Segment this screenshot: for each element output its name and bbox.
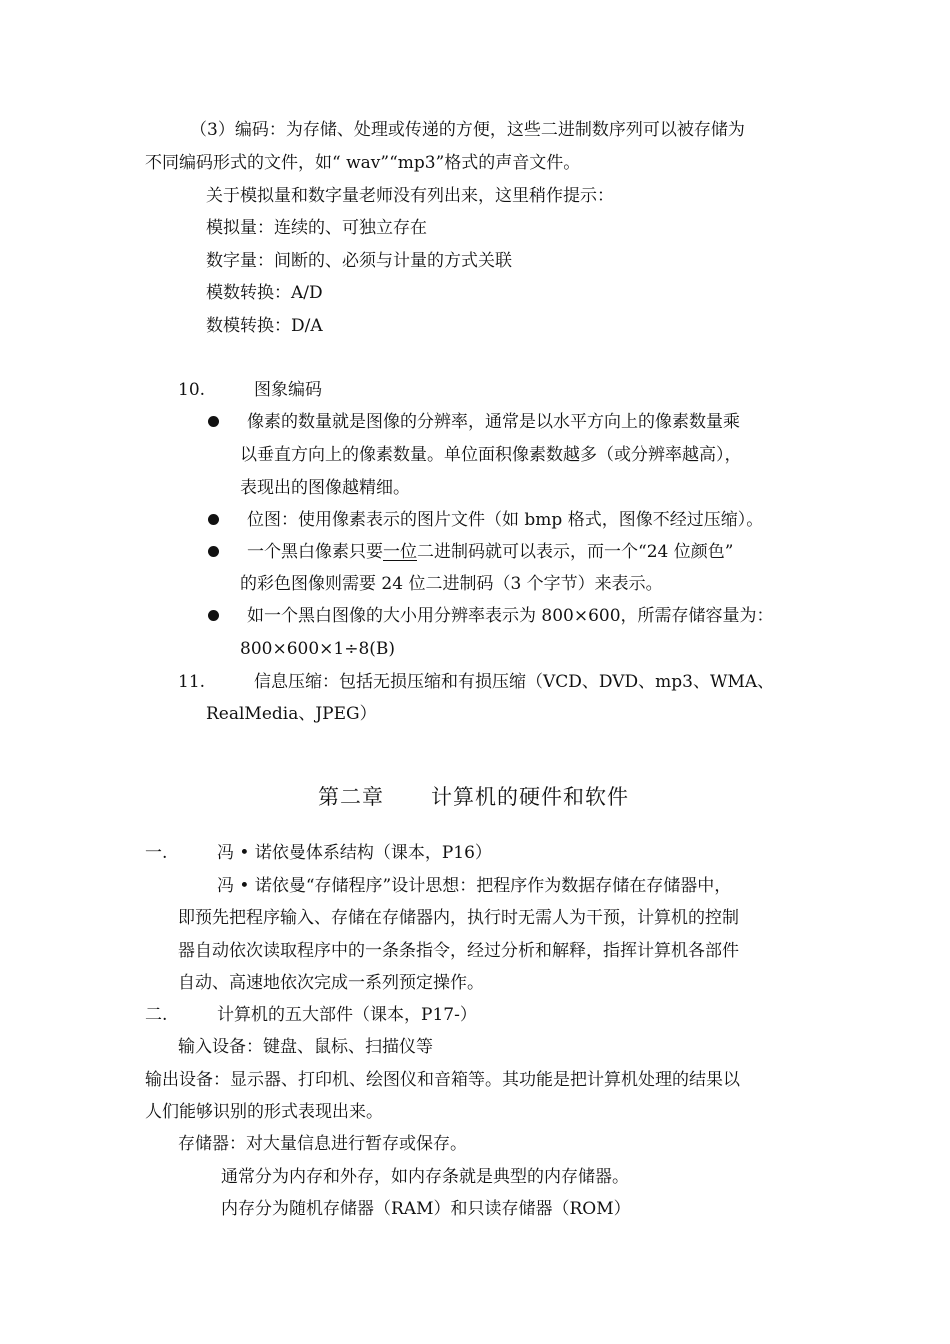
bullet1-line2: 以垂直方向上的像素数量。单位面积像素数越多（或分辨率越高）， (240, 445, 742, 465)
bullet1-line3: 表现出的图像越精细。 (240, 478, 410, 498)
bullet3-line2: 的彩色图像则需要 24 位二进制码（3 个字节）来表示。 (240, 574, 663, 594)
bullet-dot-1 (208, 416, 219, 427)
input-devices: 输入设备：键盘、鼠标、扫描仪等 (178, 1037, 433, 1057)
section11-line2: RealMedia、JPEG） (206, 704, 377, 724)
part1-line4: 自动、高速地依次完成一系列预定操作。 (178, 973, 484, 993)
bullet-dot-3 (208, 546, 219, 557)
ad-conversion: 模数转换：A/D (206, 283, 323, 303)
storage-definition: 存储器：对大量信息进行暂存或保存。 (178, 1134, 467, 1154)
part1-line3: 器自动依次读取程序中的一条条指令，经过分析和解释，指挥计算机各部件 (178, 941, 739, 961)
part1-line1: 冯 • 诺依曼“存储程序”设计思想：把程序作为数据存储在存储器中， (217, 876, 732, 896)
bullet1-line1: 像素的数量就是图像的分辨率，通常是以水平方向上的像素数量乘 (247, 412, 740, 432)
analog-definition: 模拟量：连续的、可独立存在 (206, 218, 427, 238)
part1-number: 一. (145, 843, 168, 863)
digital-definition: 数字量：间断的、必须与计量的方式关联 (206, 251, 512, 271)
bullet2-line1: 位图：使用像素表示的图片文件（如 bmp 格式，图像不经过压缩）。 (247, 510, 764, 530)
item3-line1: （3）编码：为存储、处理或传递的方便，这些二进制数序列可以被存储为 (190, 120, 745, 140)
chapter-label: 第二章 (318, 785, 384, 809)
section10-number: 10. (178, 380, 206, 400)
section10-heading: 图象编码 (254, 380, 322, 400)
part2-heading: 计算机的五大部件（课本，P17-） (217, 1005, 477, 1025)
chapter-title: 计算机的硬件和软件 (431, 785, 629, 809)
part1-heading: 冯 • 诺依曼体系结构（课本，P16） (217, 843, 492, 863)
output-devices-line1: 输出设备：显示器、打印机、绘图仪和音箱等。其功能是把计算机处理的结果以 (145, 1070, 740, 1090)
storage-note2: 内存分为随机存储器（RAM）和只读存储器（ROM） (221, 1199, 631, 1219)
bullet-dot-2 (208, 514, 219, 525)
section11-line1: 信息压缩：包括无损压缩和有损压缩（VCD、DVD、mp3、WMA、 (254, 672, 775, 692)
part2-number: 二. (145, 1005, 168, 1025)
output-devices-line2: 人们能够识别的形式表现出来。 (145, 1102, 383, 1122)
bullet3-post: 二进制码就可以表示，而一个“24 位颜色” (417, 542, 734, 562)
bullet3-underlined: 一位 (383, 542, 417, 562)
item3-line2: 不同编码形式的文件，如“ wav”“mp3”格式的声音文件。 (145, 153, 581, 173)
part1-line2: 即预先把程序输入、存储在存储器内，执行时无需人为干预，计算机的控制 (178, 908, 739, 928)
bullet4-line2: 800×600×1÷8(B) (240, 639, 396, 659)
bullet3-pre: 一个黑白像素只要 (247, 542, 383, 562)
hint-text: 关于模拟量和数字量老师没有列出来，这里稍作提示： (206, 186, 614, 206)
storage-note1: 通常分为内存和外存，如内存条就是典型的内存储器。 (221, 1167, 629, 1187)
bullet4-line1: 如一个黑白图像的大小用分辨率表示为 800×600，所需存储容量为： (247, 606, 774, 626)
bullet-dot-4 (208, 610, 219, 621)
bullet3-line1 (247, 542, 733, 562)
section11-number: 11. (178, 672, 206, 692)
da-conversion: 数模转换：D/A (206, 316, 323, 336)
